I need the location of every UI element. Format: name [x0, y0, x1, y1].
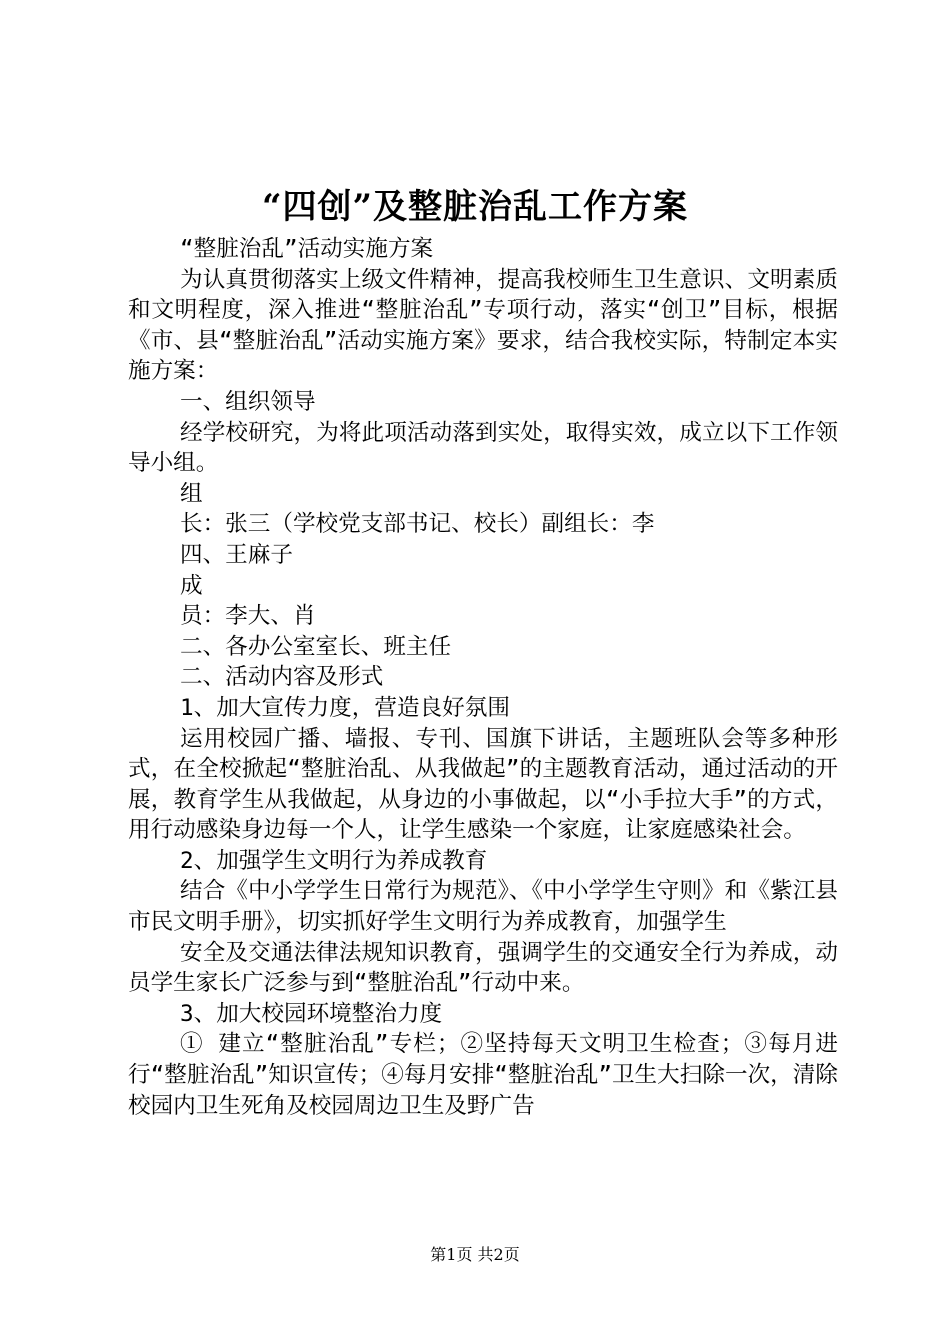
paragraph: 安全及交通法律法规知识教育，强调学生的交通安全行为养成，动员学生家长广泛参与到“整脏治乱”行动中来。 [128, 939, 838, 997]
subsection-heading: 2、加强学生文明行为养成教育 [180, 847, 488, 874]
paragraph: 结合《中小学学生日常行为规范》、《中小学学生守则》和《紫江县市民文明手册》，切实抓好学生文明行为养成教育，加强学生 [128, 878, 838, 936]
paragraph: 员：李大、肖 [180, 603, 316, 630]
paragraph: 四、王麻子 [180, 541, 293, 568]
section-heading: 二、活动内容及形式 [180, 664, 384, 691]
paragraph: 组 [180, 480, 203, 507]
paragraph: 为认真贯彻落实上级文件精神，提高我校师生卫生意识、文明素质和文明程度，深入推进“整脏治乱”专项行动，落实“创卫”目标，根据《市、县“整脏治乱”活动实施方案》要求，结合我校实际，特制定本实施方案： [128, 266, 838, 385]
page-number: 第1页 共2页 [430, 1245, 520, 1264]
paragraph: 二、各办公室室长、班主任 [180, 633, 452, 660]
subsection-heading: 1、加大宣传力度，营造良好氛围 [180, 694, 510, 721]
paragraph: 长：张三（学校党支部书记、校长）副组长：李 [180, 511, 655, 538]
paragraph: 运用校园广播、墙报、专刊、国旗下讲话，主题班队会等多种形式，在全校掀起“整脏治乱、从我做起”的主题教育活动，通过活动的开展，教育学生从我做起，从身边的小事做起，以“小手拉大手”的方式，用行动感染身边每一个人，让学生感染一个家庭，让家庭感染社会。 [128, 725, 838, 844]
document-body [128, 234, 838, 1121]
subsection-heading: 3、加大校园环境整治力度 [180, 1000, 443, 1027]
document-title: “四创”及整脏治乱工作方案 [261, 187, 689, 227]
paragraph: “整脏治乱”活动实施方案 [180, 236, 434, 262]
section-heading: 一、组织领导 [180, 388, 316, 415]
paragraph: ① 建立“整脏治乱”专栏；②坚持每天文明卫生检查；③每月进行“整脏治乱”知识宣传；④每月安排“整脏治乱”卫生大扫除一次，清除校园内卫生死角及校园周边卫生及野广告 [128, 1031, 838, 1119]
paragraph: 经学校研究，为将此项活动落到实处，取得实效，成立以下工作领导小组。 [128, 419, 838, 477]
paragraph: 成 [180, 572, 203, 599]
